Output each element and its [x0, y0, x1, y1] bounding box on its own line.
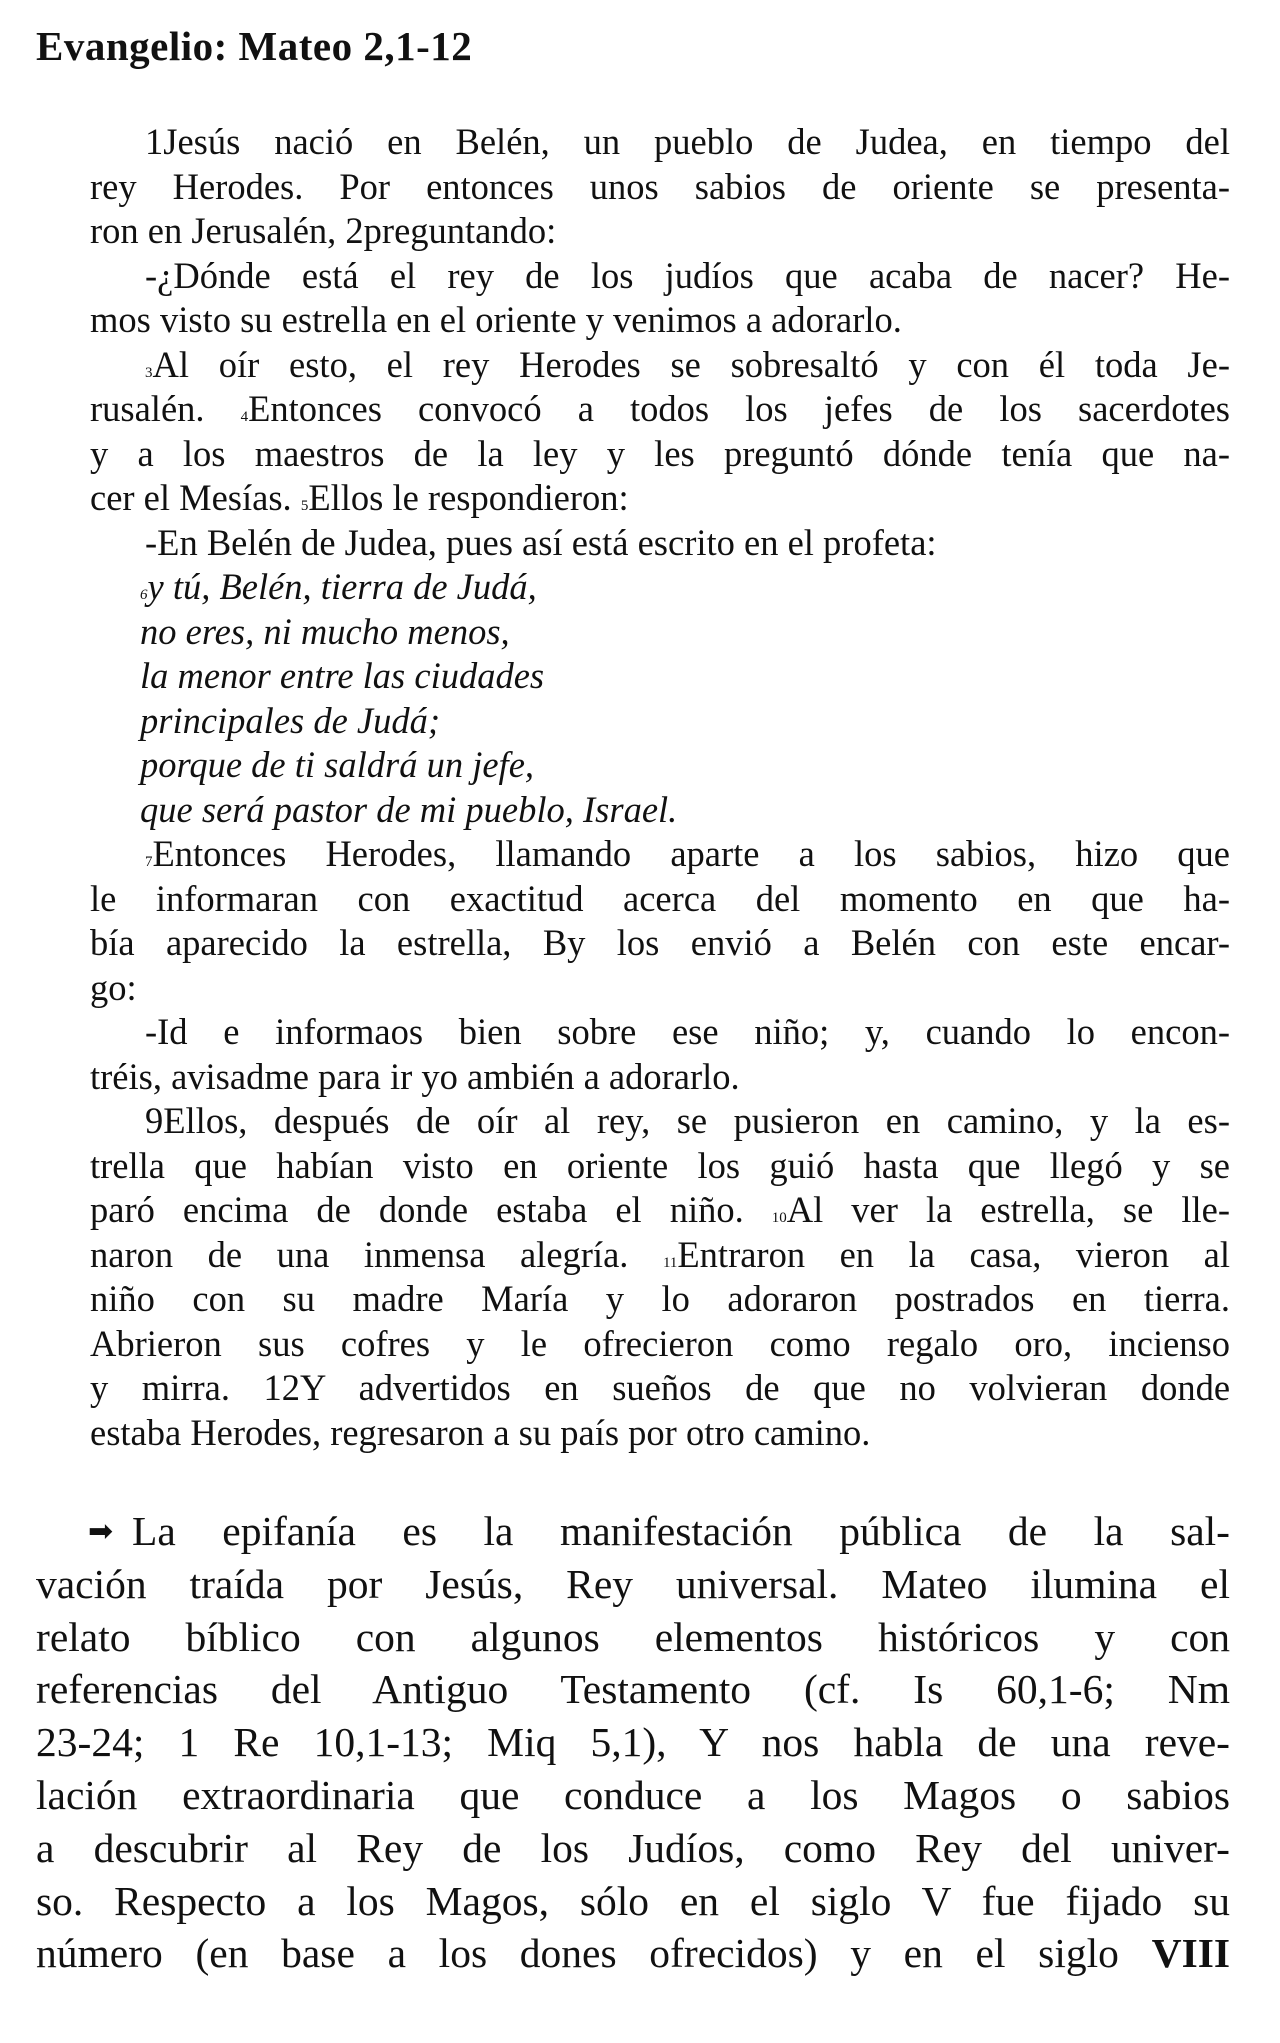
- text-line: 7Entonces Herodes, llamando aparte a los sabios, hizo que: [145, 833, 1230, 874]
- verse-number: 5: [300, 498, 309, 514]
- verse-number: 7: [145, 854, 153, 870]
- text-line: go:: [90, 966, 137, 1008]
- poetry-line: porque de ti saldrá un jefe,: [140, 744, 535, 785]
- text-line: ron en Jerusalén, 2preguntando:: [90, 210, 557, 251]
- text-line: tréis, avisadme para ir yo ambién a adorarlo.: [90, 1055, 740, 1097]
- text-line: paró encima de donde estaba el niño. 10Al ver la estrella, se lle-: [90, 1189, 1230, 1230]
- text-line: Abrieron sus cofres y le ofrecieron como regalo oro, incienso: [90, 1322, 1230, 1364]
- gospel-heading: Evangelio: Mateo 2,1-12: [36, 23, 473, 69]
- text-line: y a los maestros de la ley y les preguntó dónde tenía que na-: [90, 432, 1230, 474]
- text-line: cer el Mesías. 5Ellos le respondieron:: [90, 477, 629, 518]
- text-line: mos visto su estrella en el oriente y venimos a adorarlo.: [90, 299, 902, 340]
- verse-number: 11: [662, 1254, 678, 1271]
- commentary-line: número (en base a los dones ofrecidos) y en el siglo VIII: [36, 1930, 1231, 1977]
- verse-number: 3: [145, 364, 153, 381]
- verse-number: 12: [263, 1367, 301, 1408]
- text-line: 1Jesús nació en Belén, un pueblo de Judea, en tiempo del: [145, 121, 1230, 162]
- poetry-line: no eres, ni mucho menos,: [140, 610, 510, 652]
- text-line: trella que habían visto en oriente los guió hasta que llegó y se: [90, 1144, 1230, 1186]
- verse-number: 4: [240, 409, 249, 425]
- poetry-line: principales de Judá;: [140, 699, 441, 741]
- commentary-line: a descubrir al Rey de los Judíos, como Rey del univer-: [36, 1824, 1230, 1871]
- text-line: naron de una inmensa alegría. 11Entraron en la casa, vieron al: [90, 1233, 1231, 1275]
- text-line: 3Al oír esto, el rey Herodes se sobresaltó y con él toda Je-: [145, 343, 1230, 385]
- text-line: rusalén. 4Entonces convocó a todos los jefes de los sacerdotes: [90, 388, 1230, 429]
- gospel-text: [90, 120, 1230, 1455]
- text-line: bía aparecido la estrella, By los envió a Belén con este encar-: [90, 922, 1230, 963]
- poetry-line: la menor entre las ciudades: [140, 655, 545, 696]
- commentary-line: so. Respecto a los Magos, sólo en el siglo V fue fijado su: [36, 1877, 1230, 1924]
- commentary-text: [36, 1505, 1230, 1980]
- text-line: rey Herodes. Por entonces unos sabios de oriente se presenta-: [90, 165, 1230, 207]
- text-line: niño con su madre María y lo adoraron postrados en tierra.: [90, 1278, 1230, 1319]
- verse-number: 6: [140, 587, 148, 603]
- text-line: le informaran con exactitud acerca del momento en que ha-: [90, 877, 1230, 919]
- poetry-line: que será pastor de mi pueblo, Israel.: [140, 788, 678, 830]
- commentary-line: vación traída por Jesús, Rey universal. Mateo ilumina el: [36, 1560, 1230, 1607]
- commentary-line: referencias del Antiguo Testamento (cf. Is 60,1-6; Nm: [36, 1666, 1230, 1713]
- commentary-line: 23-24; 1 Re 10,1-13; Miq 5,1), Y nos habla de una reve-: [36, 1719, 1230, 1766]
- century-numeral: VIII: [1151, 1930, 1231, 1977]
- verse-number: 10: [771, 1210, 787, 1226]
- poetry-line: 6y tú, Belén, tierra de Judá,: [140, 566, 537, 607]
- commentary-line: relato bíblico con algunos elementos históricos y con: [36, 1613, 1230, 1660]
- commentary-line: lación extraordinaria que conduce a los Magos o sabios: [36, 1771, 1230, 1818]
- text-line: -Id e informaos bien sobre ese niño; y, cuando lo encon-: [145, 1011, 1230, 1052]
- text-line: 9Ellos, después de oír al rey, se pusieron en camino, y la es-: [145, 1100, 1230, 1141]
- commentary-line: ➡ La epifanía es la manifestación pública de la sal-: [36, 1505, 1230, 1558]
- text-line: -¿Dónde está el rey de los judíos que acaba de nacer? He-: [145, 254, 1230, 296]
- text-line: -En Belén de Judea, pues así está escrito en el profeta:: [145, 521, 937, 563]
- hand-pointing-right-icon: ➡: [88, 1514, 114, 1549]
- text-line: estaba Herodes, regresaron a su país por otro camino.: [90, 1411, 871, 1453]
- text-line: y mirra. 12Y advertidos en sueños de que no volvieran donde: [90, 1367, 1231, 1408]
